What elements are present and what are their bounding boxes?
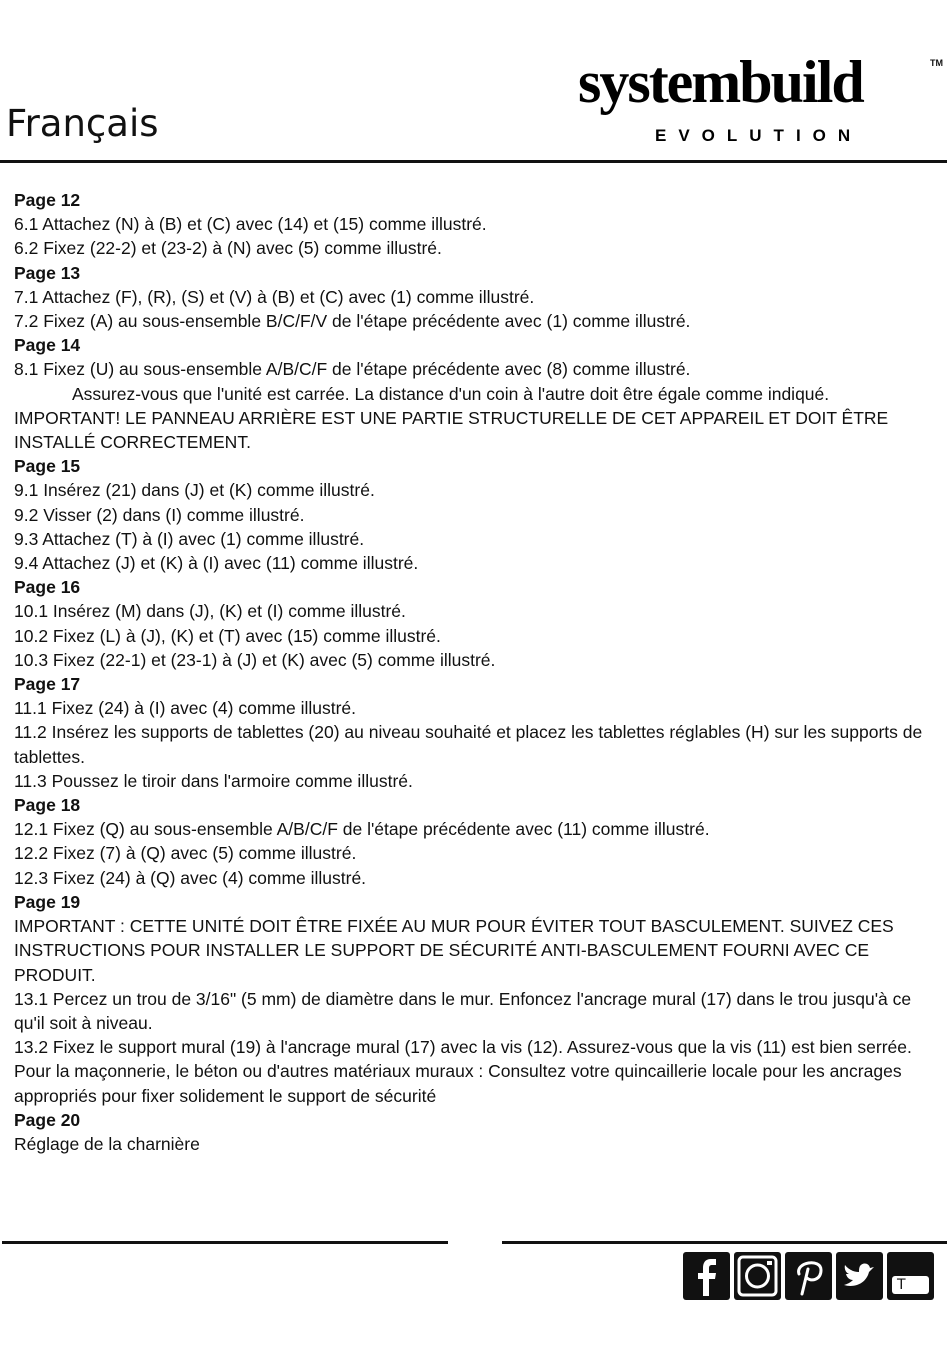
brand-logo xyxy=(578,49,943,152)
instruction-line: 12.2 Fixez (7) à (Q) avec (5) comme illustré. xyxy=(14,843,357,864)
instruction-line: 6.1 Attachez (N) à (B) et (C) avec (14) et (15) comme illustré. xyxy=(14,214,487,235)
instruction-line: 7.2 Fixez (A) au sous-ensemble B/C/F/V de l'étape précédente avec (1) comme illustré. xyxy=(14,311,691,332)
instruction-line: IMPORTANT! LE PANNEAU ARRIÈRE EST UNE PARTIE STRUCTURELLE DE CET APPAREIL ET DOIT ÊTRE INSTALLÉ CORRECTEMENT. xyxy=(14,407,889,453)
instruction-line: 13.1 Percez un trou de 3/16" (5 mm) de diamètre dans le mur. Enfoncez l'ancrage mural (17) dans le trou jusqu'à ce qu'il soit à niveau. xyxy=(14,988,912,1033)
instruction-line: 9.2 Visser (2) dans (I) comme illustré. xyxy=(14,504,305,525)
instruction-line: Assurez-vous que l'unité est carrée. La distance d'un coin à l'autre doit être égale comme indiqué. xyxy=(72,383,830,404)
footer-divider-right xyxy=(502,1241,947,1244)
brand-trademark: TM xyxy=(930,58,943,68)
brand-name: systembuild xyxy=(578,49,863,115)
instruction-line: 9.3 Attachez (T) à (I) avec (1) comme illustré. xyxy=(14,528,365,549)
instruction-line: 7.1 Attachez (F), (R), (S) et (V) à (B) et (C) avec (1) comme illustré. xyxy=(14,286,535,307)
instruction-line: 9.4 Attachez (J) et (K) à (I) avec (11) comme illustré. xyxy=(14,553,419,574)
instruction-line: 11.3 Poussez le tiroir dans l'armoire comme illustré. xyxy=(14,770,413,791)
page-heading: Page 16 xyxy=(14,577,81,598)
instruction-line: IMPORTANT : CETTE UNITÉ DOIT ÊTRE FIXÉE AU MUR POUR ÉVITER TOUT BASCULEMENT. SUIVEZ CES INSTRUCTIONS POUR INSTALLER LE SUPPORT DE SÉCURITÉ ANTI-BASCULEMENT FOURNI AVEC CE PRODUIT. xyxy=(14,916,894,985)
brand-subtitle: EVOLUTION xyxy=(655,126,863,145)
page-heading: Page 13 xyxy=(14,262,81,283)
footer-divider-left xyxy=(2,1241,448,1244)
instruction-line: Pour la maçonnerie, le béton ou d'autres matériaux muraux : Consultez votre quincaillerie locale pour les ancrages appropriés pour fixer solidement le support de sécurité xyxy=(14,1061,902,1106)
tumblr-icon[interactable] xyxy=(887,1252,934,1300)
tumblr-letter: T xyxy=(897,1277,906,1293)
instagram-icon[interactable] xyxy=(734,1252,781,1300)
instruction-line: 12.1 Fixez (Q) au sous-ensemble A/B/C/F de l'étape précédente avec (11) comme illustré. xyxy=(14,819,710,840)
instruction-line: 6.2 Fixez (22-2) et (23-2) à (N) avec (5) comme illustré. xyxy=(14,238,442,259)
header-divider xyxy=(0,160,947,163)
instruction-line: 11.2 Insérez les supports de tablettes (20) au niveau souhaité et placez les tablettes réglables (H) sur les supports de tablettes. xyxy=(14,722,923,767)
instructions-body xyxy=(14,188,944,1156)
instruction-line: 12.3 Fixez (24) à (Q) avec (4) comme illustré. xyxy=(14,867,367,888)
instruction-line: 13.2 Fixez le support mural (19) à l'ancrage mural (17) avec la vis (12). Assurez-vous que la vis (11) est bien serrée. xyxy=(14,1037,912,1058)
instruction-line: Réglage de la charnière xyxy=(14,1133,200,1154)
instruction-line: 8.1 Fixez (U) au sous-ensemble A/B/C/F de l'étape précédente avec (8) comme illustré. xyxy=(14,359,691,380)
page-heading: Page 19 xyxy=(14,891,81,912)
page-heading: Page 20 xyxy=(14,1109,81,1130)
facebook-icon[interactable] xyxy=(683,1252,730,1300)
language-title: Français xyxy=(6,102,159,145)
twitter-icon[interactable] xyxy=(836,1252,883,1300)
instruction-line: 9.1 Insérez (21) dans (J) et (K) comme illustré. xyxy=(14,480,375,501)
instruction-line: 10.2 Fixez (L) à (J), (K) et (T) avec (15) comme illustré. xyxy=(14,625,441,646)
page-heading: Page 14 xyxy=(14,335,81,356)
pinterest-icon[interactable] xyxy=(785,1252,832,1300)
instruction-line: 11.1 Fixez (24) à (I) avec (4) comme illustré. xyxy=(14,698,356,719)
social-icons xyxy=(683,1252,934,1300)
instruction-line: 10.1 Insérez (M) dans (J), (K) et (I) comme illustré. xyxy=(14,601,406,622)
instruction-line: 10.3 Fixez (22-1) et (23-1) à (J) et (K) avec (5) comme illustré. xyxy=(14,649,496,670)
page-heading: Page 17 xyxy=(14,674,81,695)
page-heading: Page 12 xyxy=(14,190,81,210)
page-heading: Page 18 xyxy=(14,795,81,816)
page-heading: Page 15 xyxy=(14,456,81,477)
